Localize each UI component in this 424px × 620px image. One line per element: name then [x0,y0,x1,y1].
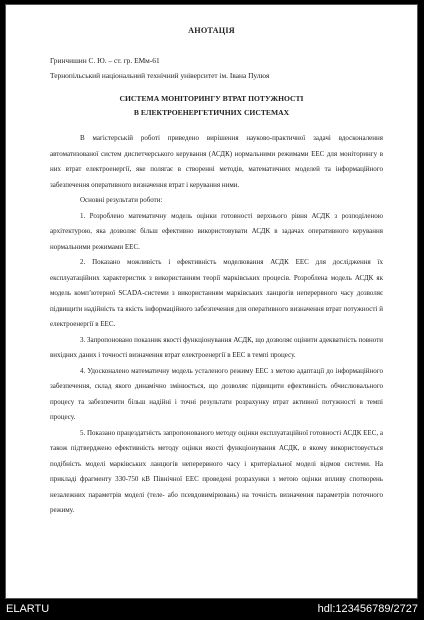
university-line: Тернопільський національний технічний університет ім. Івана Пулюя [50,71,270,80]
document-page [5,4,418,599]
paragraph-result-3: 3. Запропоновано показник якості функціонування АСДК, що дозволяє оцінити адекватність повноти вихідних даних і точності визначення втрат електроенергії в ЕЕС в темпі процесу. [50,335,383,359]
thesis-title-line-2: В ЕЛЕКТРОЕНЕРГЕТИЧНИХ СИСТЕМАХ [133,108,290,117]
author-line: Гринчишин С. Ю. – ст. гр. ЕМм-61 [50,56,160,65]
paragraph-results-heading: Основні результати роботи: [80,196,163,204]
abstract-heading: АНОТАЦІЯ [188,26,235,35]
paragraph-intro: В магістерській роботі приведено вирішення науково-практичної задачі вдосконалення автоматизованої систем диспетчерського керування (АСДК) нормальними режимами ЕЕС для моніторингу в них втрат електроенергії, яке полягає в створенні методів, математичних моделей та інформаційного забезпечення оперативного визначення втрат і керування ними. [50,134,383,189]
repository-name: ELARTU [6,603,50,615]
paragraph-result-5: 5. Показано працездатність запропонованого методу оцінки експлуатаційної готовності АСДК ЕЕС, а також підтверджено ефективність методу оцінки якості функціонування АСДК, в якому використовується подібність моделі марківських ланцюгів неперервного часу і критеріальної моделі відмов системи. На прикладі фрагменту 330-750 кВ Північної ЕЕС проведені розрахунки з метою оцінки впливу спотворень незалежних параметрів моделі (теле- або псевдовимірювань) на точність визначення параметрів поточного режиму. [50,428,383,514]
paragraph-result-1: 1. Розроблено математичну модель оцінки готовності верхнього рівня АСДК з розподіленою архітектурою, яка дозволяє більш ефективно використовувати АСДК в задачах оперативного керування нормальними режимами ЕЕС. [50,211,383,251]
paragraph-result-4: 4. Удосконалено математичну модель усталеного режиму ЕЕС з метою адаптації до інформаційного забезпечення, склад якого динамічно змінюється, що дозволяє підвищити ефективність обчислювального процесу та забезпечити більш надійні і точні результати розрахунку втрат активної потужності в темпі процесу. [50,366,383,421]
abstract-body [50,131,383,519]
thesis-title-line-1: СИСТЕМА МОНІТОРИНГУ ВТРАТ ПОТУЖНОСТІ [119,94,304,103]
paragraph-result-2: 2. Показано можливість і ефективність моделювання АСДК ЕЕС для дослідження їх експлуатаційних характеристик з використанням теорії марківських процесів. Розроблена модель АСДК як модель комп’ютерної SCADA-системи з використанням марківських ланцюгів неперервного часу дозволяє підвищити надійність та якість інформаційного забезпечення для оперативного визначення втрат потужності й електроенергії в ЕЕС. [50,258,383,328]
repository-footer-bar [0,599,424,620]
handle-identifier: hdl:123456789/2727 [317,603,418,615]
